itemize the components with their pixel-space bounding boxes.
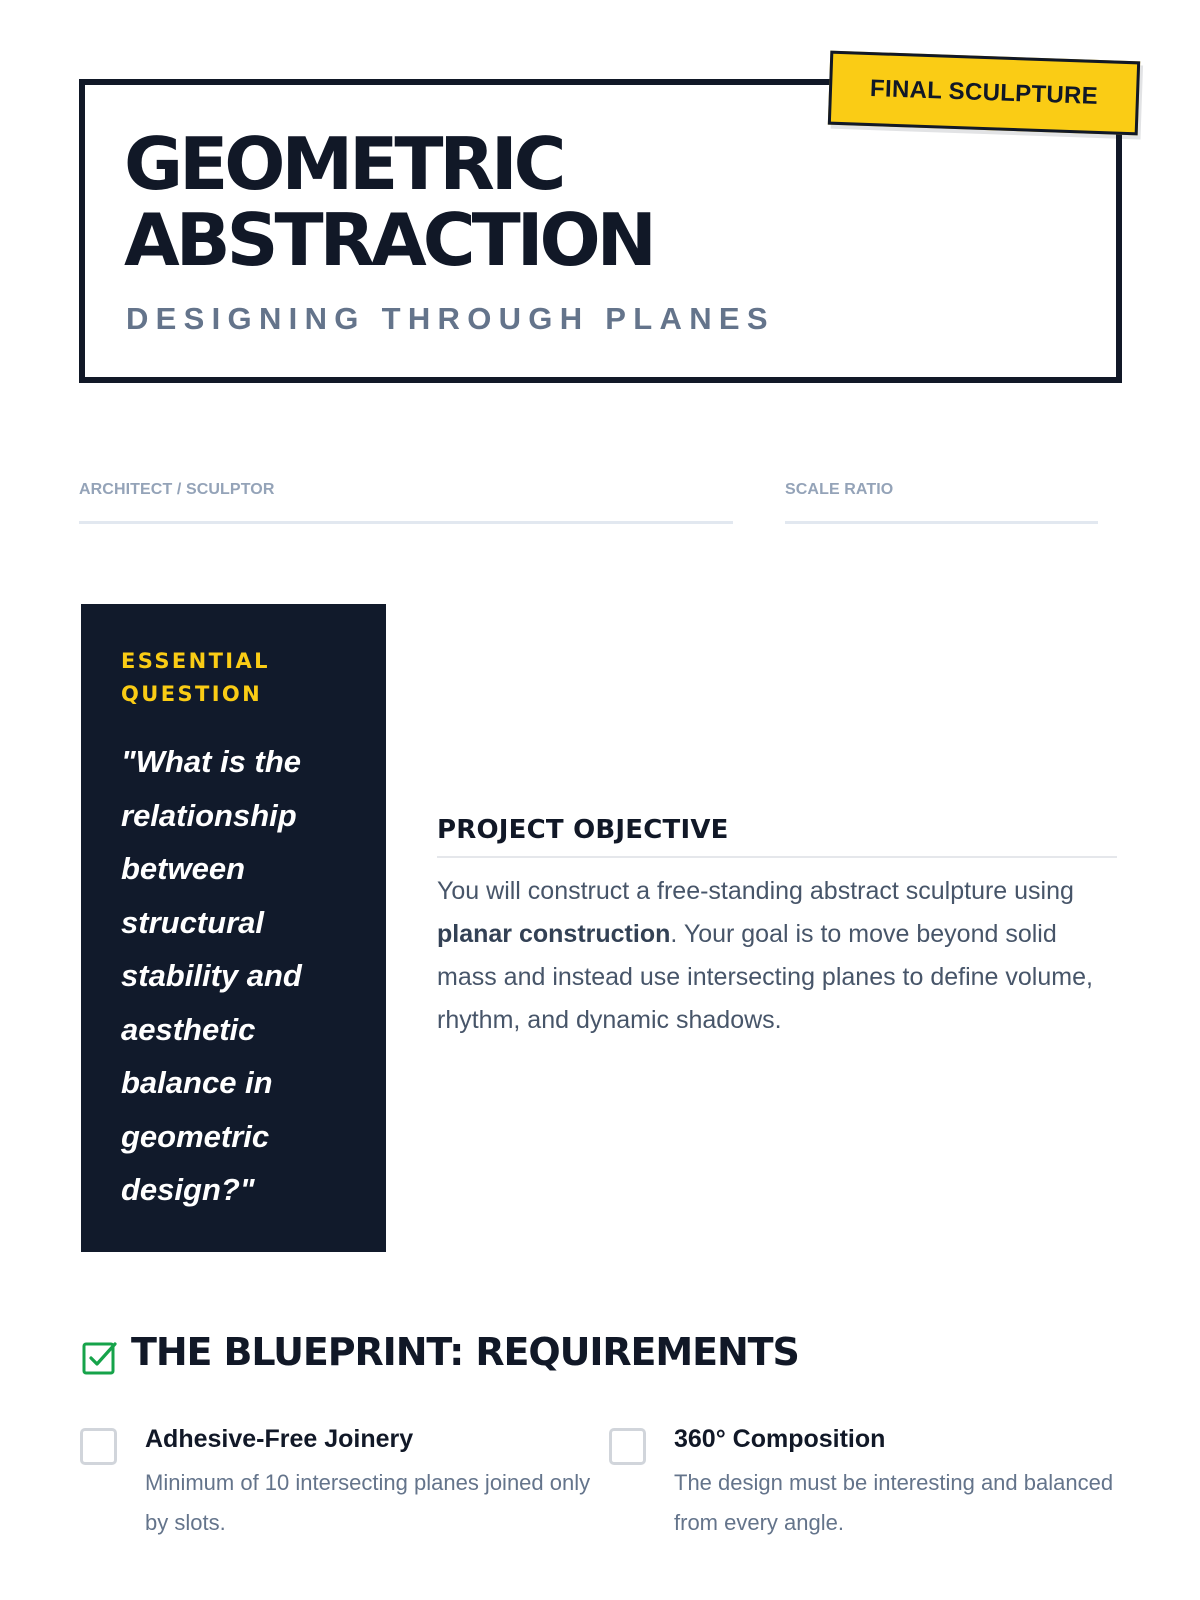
requirement-title: 360° Composition bbox=[674, 1425, 886, 1453]
objective-text-start: You will construct a free-standing abstract sculpture using bbox=[437, 877, 1074, 905]
requirement-title: Adhesive-Free Joinery bbox=[145, 1425, 414, 1453]
project-objective-text bbox=[437, 870, 1121, 1042]
page-subtitle: DESIGNING THROUGH PLANES bbox=[126, 301, 775, 336]
essential-question-label: ESSENTIAL QUESTION bbox=[121, 649, 270, 706]
requirement-description: The design must be interesting and balanced from every angle. bbox=[674, 1470, 1114, 1535]
requirement-checkbox[interactable] bbox=[609, 1428, 646, 1465]
blueprint-requirements-heading: THE BLUEPRINT: REQUIREMENTS bbox=[131, 1330, 799, 1374]
project-objective-divider bbox=[437, 856, 1117, 858]
architect-field-label: ARCHITECT / SCULPTOR bbox=[79, 481, 275, 498]
objective-text-end: . Your goal is to move beyond solid mass and instead use intersecting planes to define volume, rhythm, and dynamic shadows. bbox=[437, 920, 1093, 1034]
scale-ratio-field-input-line[interactable] bbox=[785, 521, 1098, 524]
checkbox-checked-icon bbox=[82, 1339, 118, 1375]
page-title-line-2: ABSTRACTION bbox=[124, 198, 653, 282]
page-title-line-1: GEOMETRIC bbox=[124, 122, 563, 206]
objective-text-emphasis: planar construction bbox=[437, 920, 671, 948]
project-objective-heading: PROJECT OBJECTIVE bbox=[437, 815, 729, 845]
requirement-description: Minimum of 10 intersecting planes joined only by slots. bbox=[145, 1470, 591, 1535]
architect-field-input-line[interactable] bbox=[79, 521, 733, 524]
essential-question-quote: "What is the relationship between structural stability and aesthetic balance in geometric design?" bbox=[121, 744, 302, 1207]
final-sculpture-badge: FINAL SCULPTURE bbox=[828, 51, 1140, 136]
requirement-checkbox[interactable] bbox=[80, 1428, 117, 1465]
scale-ratio-field-label: SCALE RATIO bbox=[785, 481, 894, 498]
